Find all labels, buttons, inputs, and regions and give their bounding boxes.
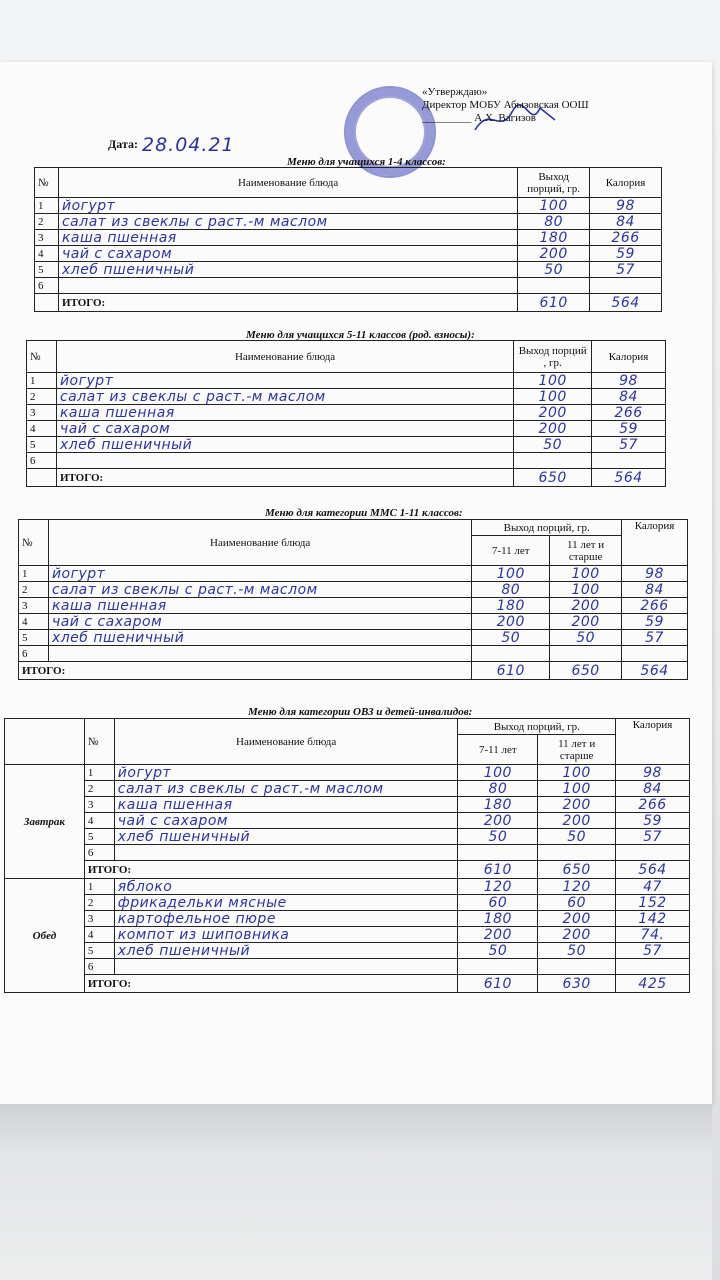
calorie-value: 266 [592,405,666,421]
portion-11-plus: 100 [538,765,616,781]
portion-7-11 [472,646,550,662]
total-blank [35,294,59,312]
dish-name: йогурт [58,198,517,214]
total-row [27,469,666,487]
dish-name: компот из шиповника [114,927,458,943]
col-calorie: Калория [592,341,666,373]
calorie-value: 266 [590,230,662,246]
total-11-plus: 650 [538,861,616,879]
row-number: 6 [27,453,57,469]
calorie-value: 142 [616,911,690,927]
col-age-7-11: 7-11 лет [458,735,538,765]
table-row [19,566,688,582]
dish-name: каша пшенная [56,405,513,421]
row-number: 1 [27,373,57,389]
table-row [19,582,688,598]
table-row [35,246,662,262]
meal-label: Завтрак [5,765,85,879]
total-7-11: 610 [458,861,538,879]
calorie-value: 84 [590,214,662,230]
portion-11-plus: 100 [550,566,622,582]
dish-name: салат из свеклы с раст.-м маслом [114,781,458,797]
table-row [19,646,688,662]
dish-name [58,278,517,294]
portion-value [514,453,592,469]
table-row [35,230,662,246]
portion-7-11: 200 [458,927,538,943]
menu-table-5-11 [26,340,666,487]
portion-11-plus: 200 [550,598,622,614]
row-number: 6 [19,646,49,662]
row-number: 4 [35,246,59,262]
table-caption: Меню для учащихся 5-11 классов (род. взносы): [246,329,475,341]
table-row [27,437,666,453]
col-dish: Наименование блюда [58,168,517,198]
portion-11-plus: 100 [538,781,616,797]
dish-name [56,453,513,469]
dish-name: йогурт [48,566,471,582]
col-age-11-plus: 11 лет и старше [550,536,622,566]
portion-7-11: 50 [458,943,538,959]
portion-7-11: 200 [472,614,550,630]
table-row [27,421,666,437]
dish-name: йогурт [114,765,458,781]
col-portion: Выход порций, гр. [458,719,616,735]
total-row [5,861,690,879]
table-row [35,262,662,278]
col-num: № [19,520,49,566]
date-value: 28.04.21 [142,134,235,156]
calorie-value: 152 [616,895,690,911]
col-portion: Выход порций, гр. [472,520,622,536]
portion-11-plus [538,845,616,861]
row-number: 2 [19,582,49,598]
dish-name: хлеб пшеничный [114,829,458,845]
table-row [27,373,666,389]
table-row [35,214,662,230]
table-row [5,959,690,975]
col-dish: Наименование блюда [48,520,471,566]
row-number: 3 [35,230,59,246]
portion-7-11: 200 [458,813,538,829]
row-number: 6 [84,959,114,975]
dish-name: картофельное пюре [114,911,458,927]
dish-name: яблоко [114,879,458,895]
portion-11-plus: 60 [538,895,616,911]
portion-value: 80 [518,214,590,230]
calorie-value: 57 [622,630,688,646]
row-number: 5 [27,437,57,453]
dish-name: хлеб пшеничный [58,262,517,278]
table-row [19,598,688,614]
table-row [27,389,666,405]
total-portion: 610 [518,294,590,312]
portion-7-11: 80 [458,781,538,797]
col-age-11-plus: 11 лет и старше [538,735,616,765]
total-calorie: 564 [590,294,662,312]
calorie-value: 74. [616,927,690,943]
portion-7-11: 50 [472,630,550,646]
menu-table-1-4 [34,167,662,312]
table-row [5,943,690,959]
background-surface [0,1104,712,1280]
row-number: 3 [84,911,114,927]
portion-7-11: 100 [472,566,550,582]
total-7-11: 610 [458,975,538,993]
dish-name: каша пшенная [58,230,517,246]
calorie-value: 266 [622,598,688,614]
portion-7-11: 180 [472,598,550,614]
col-num: № [84,719,114,765]
col-age-7-11: 7-11 лет [472,536,550,566]
menu-table-mms [18,519,688,680]
approval-block [422,86,589,125]
portion-7-11: 50 [458,829,538,845]
table-row [5,781,690,797]
row-number: 4 [84,813,114,829]
table-row [5,813,690,829]
dish-name [114,959,458,975]
calorie-value: 59 [590,246,662,262]
calorie-value: 84 [622,582,688,598]
col-dish: Наименование блюда [56,341,513,373]
col-calorie: Калория [616,719,690,765]
table-row [5,845,690,861]
portion-11-plus: 200 [538,927,616,943]
table-row [19,630,688,646]
approval-line: Директор МОБУ Абызовская ООШ [422,99,589,111]
portion-11-plus: 50 [538,829,616,845]
portion-value: 50 [518,262,590,278]
row-number: 5 [84,829,114,845]
calorie-value: 57 [592,437,666,453]
table-caption: Меню для учащихся 1-4 классов: [287,156,446,168]
dish-name: хлеб пшеничный [48,630,471,646]
col-calorie: Калория [622,520,688,566]
total-row [19,662,688,680]
col-num: № [27,341,57,373]
portion-7-11: 60 [458,895,538,911]
table-row [5,927,690,943]
dish-name: чай с сахаром [114,813,458,829]
portion-value: 200 [514,421,592,437]
calorie-value [590,278,662,294]
dish-name: каша пшенная [48,598,471,614]
calorie-value: 47 [616,879,690,895]
meal-label: Обед [5,879,85,993]
dish-name [48,646,471,662]
portion-11-plus: 200 [538,813,616,829]
portion-value: 200 [518,246,590,262]
portion-7-11 [458,959,538,975]
date-label: Дата: [108,137,138,151]
calorie-value: 57 [616,943,690,959]
row-number: 5 [84,943,114,959]
row-number: 5 [19,630,49,646]
calorie-value: 57 [590,262,662,278]
row-number: 6 [84,845,114,861]
portion-7-11: 180 [458,911,538,927]
total-label: ИТОГО: [19,662,472,680]
col-dish: Наименование блюда [114,719,458,765]
portion-7-11: 80 [472,582,550,598]
calorie-value: 59 [616,813,690,829]
dish-name: салат из свеклы с раст.-м маслом [48,582,471,598]
dish-name: хлеб пшеничный [56,437,513,453]
dish-name: чай с сахаром [58,246,517,262]
row-number: 6 [35,278,59,294]
calorie-value: 98 [590,198,662,214]
table-row [35,278,662,294]
dish-name: фрикадельки мясные [114,895,458,911]
row-number: 1 [19,566,49,582]
col-meal [5,719,85,765]
col-calorie: Калория [590,168,662,198]
calorie-value: 84 [616,781,690,797]
col-num: № [35,168,59,198]
row-number: 1 [84,765,114,781]
portion-7-11 [458,845,538,861]
table-row [27,405,666,421]
total-row [5,975,690,993]
approval-line: _________ А.Х. Вагизов [422,112,536,124]
row-number: 4 [19,614,49,630]
dish-name: салат из свеклы с раст.-м маслом [56,389,513,405]
table-row [5,797,690,813]
total-calorie: 425 [616,975,690,993]
total-label: ИТОГО: [58,294,517,312]
dish-name: салат из свеклы с раст.-м маслом [58,214,517,230]
total-11-plus: 650 [550,662,622,680]
approval-line: «Утверждаю» [422,86,488,98]
menu-table-ovz [4,718,690,993]
table-row [5,911,690,927]
portion-7-11: 100 [458,765,538,781]
calorie-value: 98 [592,373,666,389]
row-number: 3 [84,797,114,813]
portion-value: 50 [514,437,592,453]
row-number: 2 [84,895,114,911]
portion-11-plus: 50 [538,943,616,959]
total-calorie: 564 [616,861,690,879]
col-portion: Выход порций, гр. [518,168,590,198]
calorie-value [616,959,690,975]
row-number: 3 [19,598,49,614]
total-label: ИТОГО: [84,975,458,993]
calorie-value: 57 [616,829,690,845]
dish-name: каша пшенная [114,797,458,813]
calorie-value: 98 [616,765,690,781]
portion-11-plus: 100 [550,582,622,598]
total-row [35,294,662,312]
table-row [27,453,666,469]
total-blank [27,469,57,487]
table-row [19,614,688,630]
col-portion: Выход порций , гр. [514,341,592,373]
calorie-value: 98 [622,566,688,582]
table-row [35,198,662,214]
portion-11-plus [538,959,616,975]
table-row [5,829,690,845]
calorie-value [616,845,690,861]
dish-name: йогурт [56,373,513,389]
calorie-value: 84 [592,389,666,405]
calorie-value: 59 [592,421,666,437]
row-number: 3 [27,405,57,421]
dish-name: чай с сахаром [48,614,471,630]
total-calorie: 564 [592,469,666,487]
calorie-value [622,646,688,662]
portion-11-plus: 200 [550,614,622,630]
portion-value [518,278,590,294]
calorie-value: 266 [616,797,690,813]
row-number: 2 [35,214,59,230]
table-row [5,895,690,911]
total-label: ИТОГО: [84,861,458,879]
table-caption: Меню для категории МMC 1-11 классов: [265,507,463,519]
total-11-plus: 630 [538,975,616,993]
total-portion: 650 [514,469,592,487]
dish-name [114,845,458,861]
table-row [5,765,690,781]
row-number: 4 [27,421,57,437]
portion-11-plus: 200 [538,911,616,927]
total-calorie: 564 [622,662,688,680]
dish-name: чай с сахаром [56,421,513,437]
portion-value: 100 [514,373,592,389]
dish-name: хлеб пшеничный [114,943,458,959]
portion-11-plus: 50 [550,630,622,646]
calorie-value [592,453,666,469]
portion-value: 100 [514,389,592,405]
row-number: 2 [84,781,114,797]
total-7-11: 610 [472,662,550,680]
total-label: ИТОГО: [56,469,513,487]
row-number: 4 [84,927,114,943]
calorie-value: 59 [622,614,688,630]
portion-11-plus: 200 [538,797,616,813]
portion-11-plus: 120 [538,879,616,895]
table-row [5,879,690,895]
portion-7-11: 180 [458,797,538,813]
row-number: 1 [84,879,114,895]
row-number: 2 [27,389,57,405]
portion-11-plus [550,646,622,662]
portion-value: 200 [514,405,592,421]
portion-value: 100 [518,198,590,214]
portion-7-11: 120 [458,879,538,895]
table-caption: Меню для категории ОВЗ и детей-инвалидов: [248,706,473,718]
row-number: 1 [35,198,59,214]
portion-value: 180 [518,230,590,246]
row-number: 5 [35,262,59,278]
